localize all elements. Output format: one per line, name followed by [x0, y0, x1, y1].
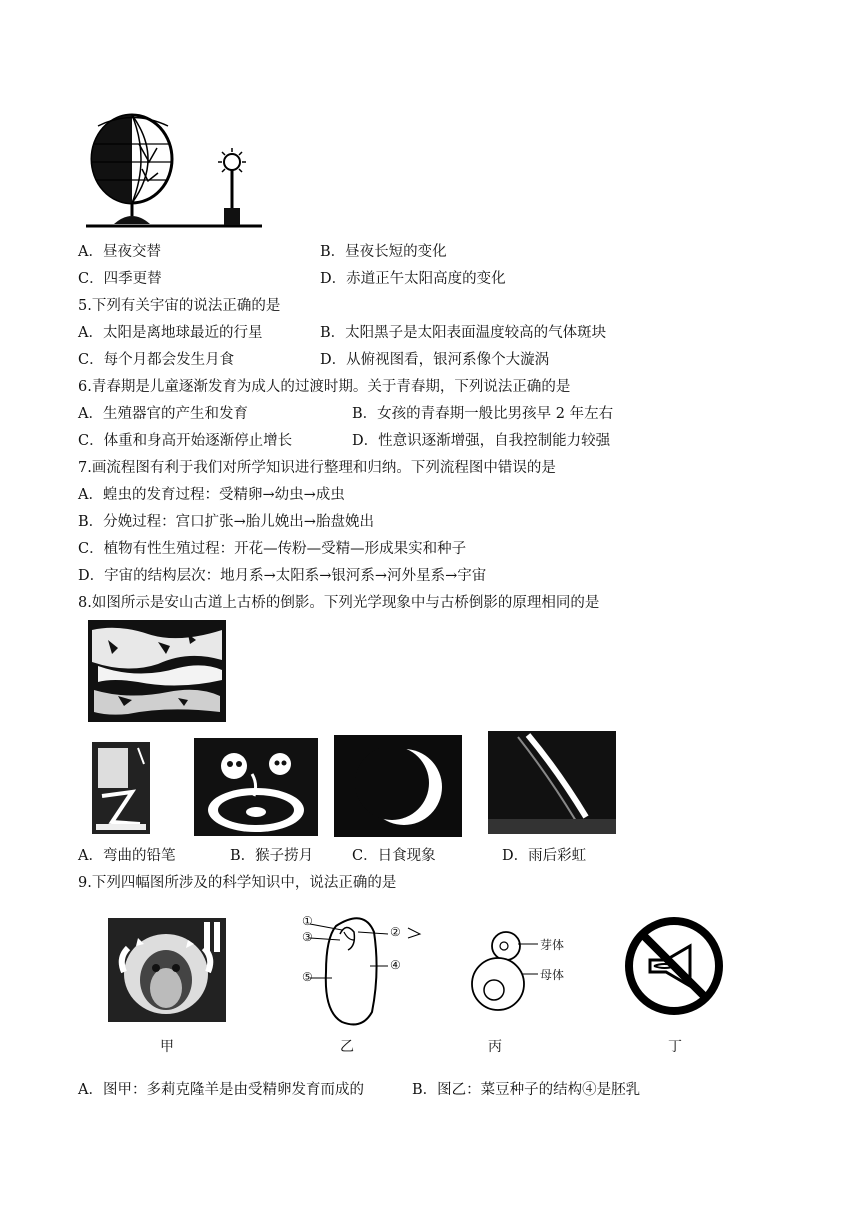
caption-ding: 丁 [668, 1039, 682, 1055]
yeast-label-mother: 母体 [540, 968, 565, 982]
caption-jia: 甲 [160, 1039, 174, 1055]
q6-option-d: D．性意识逐渐增强，自我控制能力较强 [352, 433, 611, 449]
yeast-label-bud: 芽体 [540, 938, 565, 952]
q4-option-a: A．昼夜交替 [78, 244, 161, 260]
q5-option-d: D．从俯视图看，银河系像个大漩涡 [320, 352, 550, 368]
q9-option-a: A．图甲：多莉克隆羊是由受精卵发育而成的 [78, 1082, 364, 1098]
caption-bing: 丙 [488, 1039, 502, 1055]
q4-option-d: D．赤道正午太阳高度的变化 [320, 271, 506, 287]
q7-option-b: B．分娩过程：宫口扩张→胎儿娩出→胎盘娩出 [78, 514, 374, 530]
q8-option-b: B．猴子捞月 [230, 848, 314, 864]
q5-option-a: A．太阳是离地球最近的行星 [78, 325, 263, 341]
q6-option-b: B．女孩的青春期一般比男孩早 2 年左右 [352, 406, 614, 422]
q9-option-b: B．图乙：菜豆种子的结构④是胚乳 [412, 1082, 641, 1098]
q6-option-c: C．体重和身高开始逐渐停止增长 [78, 433, 293, 449]
bean-label-2: ② [390, 925, 401, 939]
bean-label-1: ① [302, 914, 313, 928]
q4-option-b: B．昼夜长短的变化 [320, 244, 447, 260]
bent-pencil-photo [88, 738, 154, 836]
q7-option-d: D．宇宙的结构层次：地月系→太阳系→银河系→河外星系→宇宙 [78, 568, 487, 584]
q8-stem: 8.如图所示是安山古道上古桥的倒影。下列光学现象中与古桥倒影的原理相同的是 [78, 595, 600, 611]
dolly-sheep-photo [108, 918, 226, 1022]
q9-stem: 9.下列四幅图所涉及的科学知识中，说法正确的是 [78, 875, 397, 891]
rainbow-photo [488, 731, 616, 834]
globe-lamp-figure [84, 104, 264, 234]
bean-label-4: ④ [390, 958, 401, 972]
no-horn-sign [624, 916, 724, 1016]
q8-option-c: C．日食现象 [352, 848, 436, 864]
q5-option-b: B．太阳黑子是太阳表面温度较高的气体斑块 [320, 325, 607, 341]
q6-stem: 6.青春期是儿童逐渐发育为成人的过渡时期。关于青春期，下列说法正确的是 [78, 379, 571, 395]
q8-option-d: D．雨后彩虹 [502, 848, 587, 864]
q6-option-a: A．生殖器官的产生和发育 [78, 406, 248, 422]
q4-option-c: C．四季更替 [78, 271, 162, 287]
bean-seed-diagram [296, 912, 436, 1032]
q5-stem: 5.下列有关宇宙的说法正确的是 [78, 298, 281, 314]
q7-option-c: C．植物有性生殖过程：开花—传粉—受精—形成果实和种子 [78, 541, 467, 557]
bridge-reflection-photo [88, 620, 226, 722]
q7-option-a: A．蝗虫的发育过程：受精卵→幼虫→成虫 [78, 487, 345, 503]
q7-stem: 7.画流程图有利于我们对所学知识进行整理和归纳。下列流程图中错误的是 [78, 460, 556, 476]
bean-label-5: ⑤ [302, 970, 313, 984]
caption-yi: 乙 [340, 1039, 354, 1055]
q5-option-c: C．每个月都会发生月食 [78, 352, 235, 368]
bean-label-3: ③ [302, 930, 313, 944]
q8-option-a: A．弯曲的铅笔 [78, 848, 176, 864]
solar-eclipse-photo [334, 735, 462, 837]
monkey-moon-photo [194, 738, 318, 836]
